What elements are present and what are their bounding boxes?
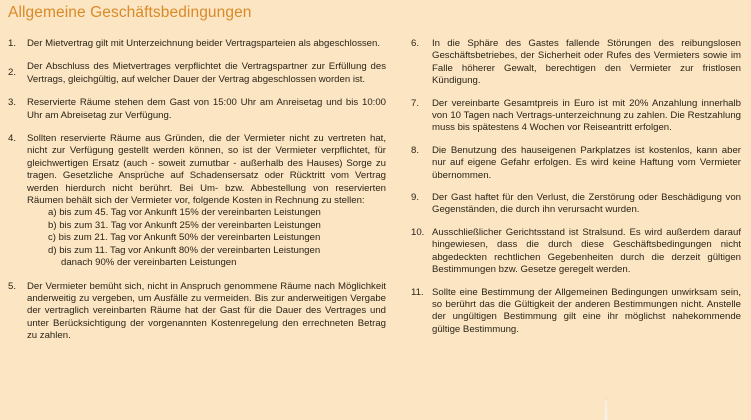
term-body [27, 133, 386, 269]
term-number: 8. [411, 144, 420, 156]
term-text: Der Mietvertrag gilt mit Unterzeichnung beider Vertragsparteien als abgeschlossen. [27, 38, 381, 49]
term-number: 3. [8, 97, 17, 109]
term-number: 6. [411, 38, 420, 49]
term-number: 2. [8, 67, 17, 79]
cancellation-item: b) bis zum 31. Tag vor Ankunft 25% der vereinbarten Leistungen [48, 219, 321, 231]
terms-column-right [411, 38, 741, 346]
term-item-1 [8, 38, 386, 50]
cancellation-item: a) bis zum 45. Tag vor Ankunft 15% der vereinbarten Leistungen [48, 207, 321, 219]
term-text: Der Abschluss des Mietvertrages verpflichtet die Vertragspartner zur Erfüllung des Vertrags, gleichgültig, auf welcher Dauer der Vertrag abgeschlossen worden ist. [27, 61, 386, 85]
term-item-3 [8, 97, 386, 122]
term-item-11 [411, 287, 741, 337]
cancellation-item: d) bis zum 11. Tag vor Ankunft 80% der vereinbarten Leistungen [48, 244, 321, 256]
term-item-2 [8, 61, 386, 86]
term-number: 1. [8, 38, 17, 49]
term-number: 4. [8, 133, 17, 145]
term-text: Der vereinbarte Gesamtpreis in Euro ist mit 20% Anzahlung innerhalb von 10 Tagen nach Vertrags-unterzeichnung zu zahlen. Die Restzahlung muss bis spätestens 4 Wochen vor Reiseantritt erfolgen. [432, 97, 741, 134]
term-number: 7. [411, 97, 420, 109]
term-item-6 [411, 38, 741, 88]
term-text: Die Benutzung des hauseigenen Parkplatzes ist kostenlos, kann aber nur auf eigene Gefahr erfolgen. Es wird keine Haftung vom Vermieter übernommen. [432, 144, 741, 181]
term-text: Sollte eine Bestimmung der Allgemeinen Bedingungen unwirksam sein, so berührt das die Gültigkeit der anderen Bestimmungen nicht. Anstelle der ungültigen Bestimmung gilt eine ihr möglichst nahekommende gültige Bestimmung. [432, 286, 741, 335]
term-text: Der Gast haftet für den Verlust, die Zerstörung oder Beschädigung von Gegenständen, die durch ihn verursacht wurden. [432, 192, 741, 216]
lighthouse-icon [603, 398, 609, 420]
term-item-8 [411, 145, 741, 182]
term-item-9 [411, 192, 741, 217]
term-number: 5. [8, 280, 17, 292]
terms-column-left [8, 38, 386, 354]
term-item-5 [8, 281, 386, 343]
term-item-10 [411, 227, 741, 277]
cancellation-item: c) bis zum 21. Tag vor Ankunft 50% der vereinbarten Leistungen [48, 232, 321, 244]
term-text: Der Vermieter bemüht sich, nicht in Anspruch genommene Räume nach Möglichkeit anderweitig zu vergeben, um Ausfälle zu vermeiden. Bis zur anderweitigen Vergabe der vertraglich vereinbarten Räume hat der Gast für die Dauer des Vertrages und unter Berücksichtigung der vorgenannten Kostenregelung den errechneten Betrag zu zahlen. [27, 280, 386, 342]
cancellation-continuation: danach 90% der vereinbarten Leistungen [61, 257, 237, 269]
term-number: 10. [411, 226, 425, 238]
term-item-4 [8, 133, 386, 269]
term-item-7 [411, 98, 741, 135]
term-text: Reservierte Räume stehen dem Gast von 15:00 Uhr am Anreisetag und bis 10:00 Uhr am Abreisetag zur Verfügung. [27, 97, 386, 121]
term-text: Ausschließlicher Gerichtsstand ist Stralsund. Es wird außerdem darauf hingewiesen, dass die durch diese Geschäftsbedingungen nicht abgedeckten rechtlichen Gegebenheiten durch die derzeit gültigen Bestimmungen bzw. Gesetze geregelt werden. [432, 226, 741, 276]
term-text: In die Sphäre des Gastes fallende Störungen des reibungslosen Geschäftsbetriebes, der Sicherheit oder Rufes des Vermieters sowie im Falle höherer Gewalt, berechtigen den Vermieter zur fristlosen Kündigung. [432, 38, 741, 87]
term-text: Sollten reservierte Räume aus Gründen, die der Vermieter nicht zu vertreten hat, nicht zur Verfügung gestellt werden können, so ist der Vermieter verpflichtet, für gleichwertigen Ersatz (auch - soweit zumutbar - außerhalb des Hauses) Sorge zu tragen. Gesetzliche Ansprüche auf Schadensersatz oder Rücktritt vom Vertrag werden hierdurch nicht berührt. Bei Um- bzw. Abbestellung von reservierten Räumen behält sich der Vermieter vor, folgende Kosten in Rechnung zu stellen: [27, 133, 386, 207]
cancellation-list [27, 207, 386, 269]
term-number: 9. [411, 192, 420, 204]
term-number: 11. [411, 286, 424, 298]
page-title: Allgemeine Geschäftsbedingungen [8, 4, 252, 21]
